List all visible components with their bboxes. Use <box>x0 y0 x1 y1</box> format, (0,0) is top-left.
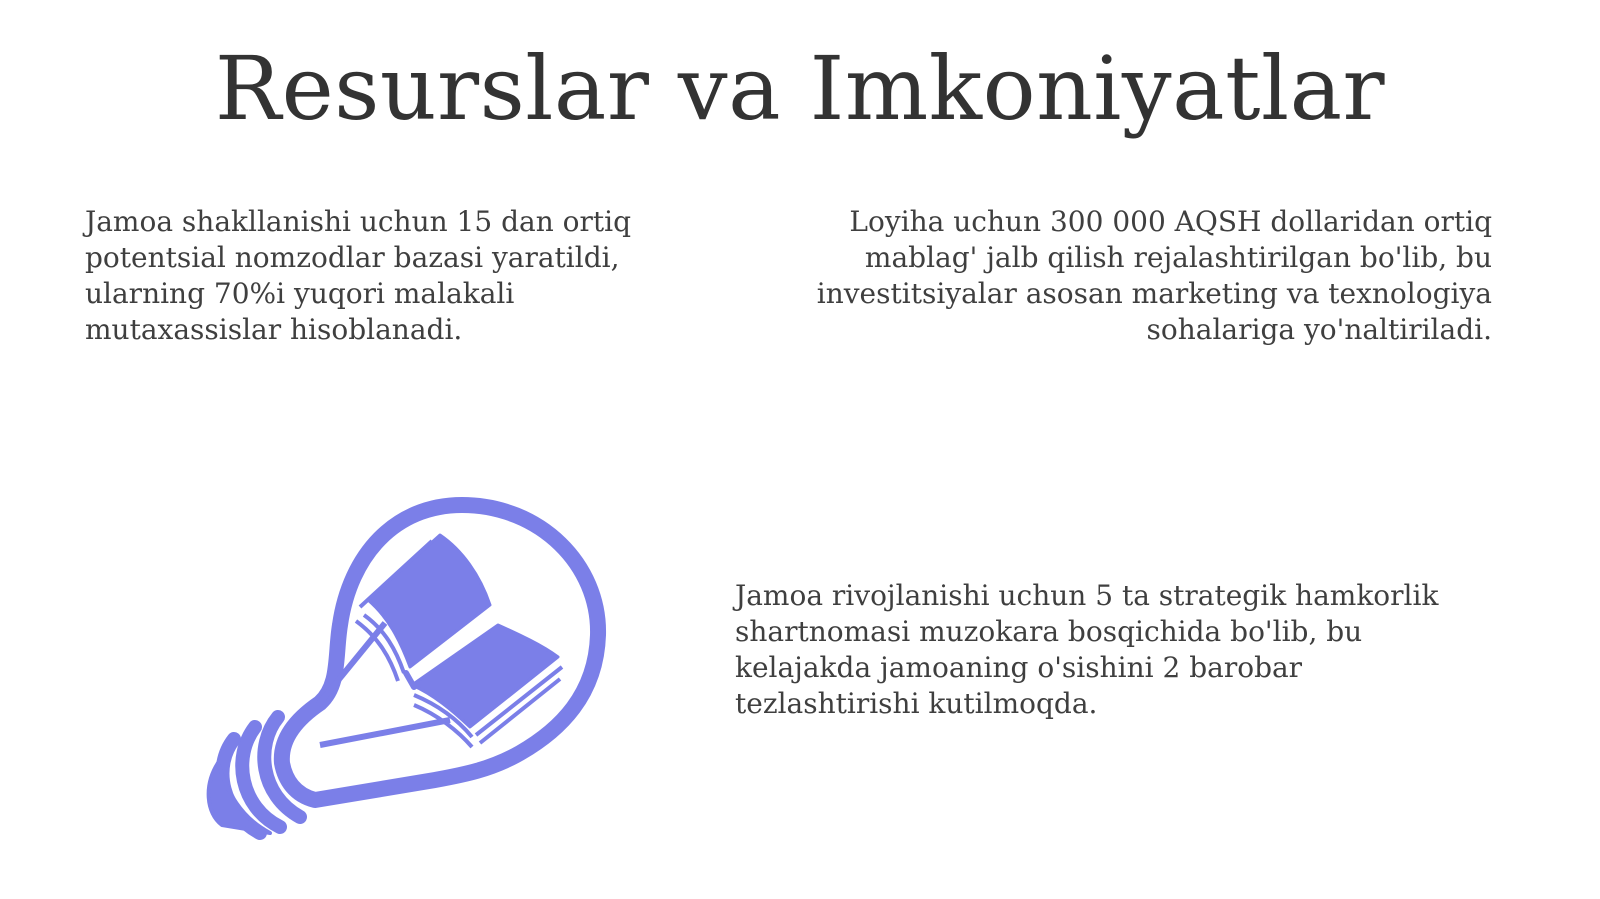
paragraph-investment: Loyiha uchun 300 000 AQSH dollaridan ortiq mablag' jalb qilish rejalashtirilgan bo'lib, bu investitsiyalar asosan marketing va texnologiya sohalariga yo'naltiriladi. <box>816 205 1492 346</box>
paragraph-team-candidates: Jamoa shakllanishi uchun 15 dan ortiq potentsial nomzodlar bazasi yaratildi, ularning 70%i yuqori malakali mutaxassislar hisoblanadi. <box>85 205 631 346</box>
paragraph-partnerships: Jamoa rivojlanishi uchun 5 ta strategik hamkorlik shartnomasi muzokara bosqichida bo'lib, bu kelajakda jamoaning o'sishini 2 barobar tezlashtirishi kutilmoqda. <box>735 579 1439 720</box>
lightbulb-with-book-icon <box>200 495 640 855</box>
page-title: Resurslar va Imkoniyatlar <box>214 37 1386 140</box>
